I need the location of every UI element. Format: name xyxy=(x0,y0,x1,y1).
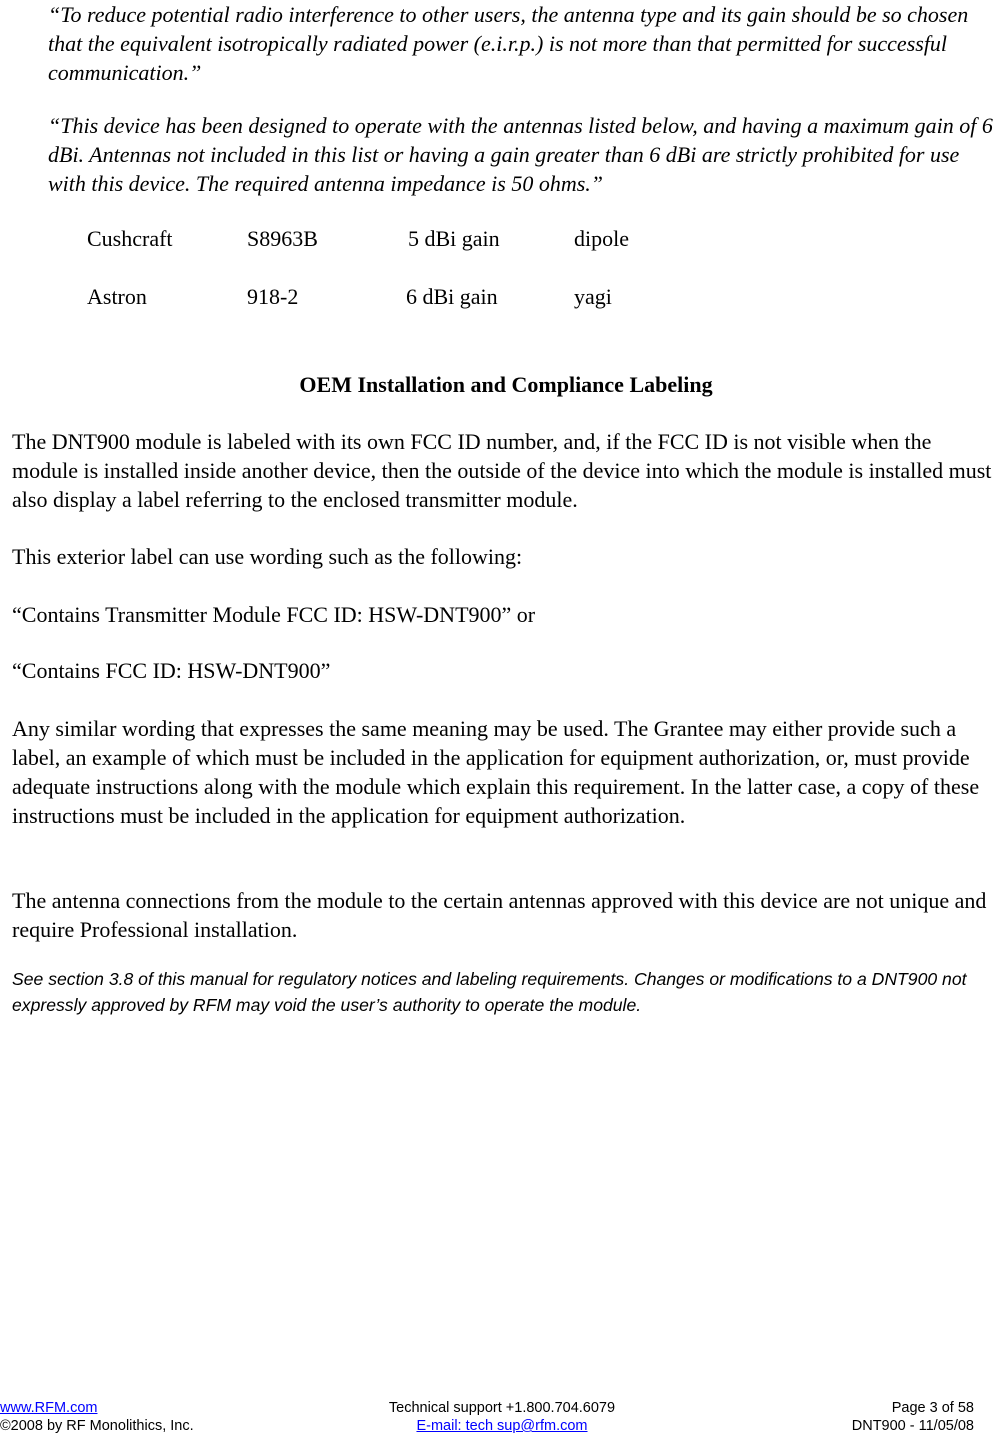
footer-center xyxy=(357,1399,647,1435)
copyright-text: ©2008 by RF Monolithics, Inc. xyxy=(0,1418,194,1434)
regulatory-note: See section 3.8 of this manual for regulatory notices and labeling requirements. Changes or modifications to a DNT900 not expressly approved by RFM may void the user’s authority to operate the module. xyxy=(12,969,967,1015)
antenna-model: 918-2 xyxy=(247,284,299,309)
website-link[interactable]: www.RFM.com xyxy=(0,1400,98,1416)
antenna-model: S8963B xyxy=(247,226,318,251)
antenna-gain: 5 dBi gain xyxy=(408,226,500,251)
paragraph-grantee: Any similar wording that expresses the same meaning may be used. The Grantee may either provide such a label, an example of which must be included in the application for equipment authorization, or, must provide adequate instructions along with the module which explain this requirement. In the latter case, a copy of these instructions must be included in the application for equipment authorization. xyxy=(12,716,980,828)
paragraph-exterior-label: This exterior label can use wording such as the following: xyxy=(12,544,523,569)
antenna-type: yagi xyxy=(574,284,612,309)
antenna-type: dipole xyxy=(574,226,629,251)
paragraph-wording-2: “Contains FCC ID: HSW-DNT900” xyxy=(12,658,331,683)
paragraph-antenna-connections: The antenna connections from the module to the certain antennas approved with this device are not unique and require Professional installation. xyxy=(12,888,987,942)
page-number: Page 3 of 58 xyxy=(891,1400,974,1416)
antenna-gain: 6 dBi gain xyxy=(406,284,498,309)
paragraph-fcc-label: The DNT900 module is labeled with its own FCC ID number, and, if the FCC ID is not visible when the module is installed inside another device, then the outside of the device into which the module is installed must also display a label referring to the enclosed transmitter module. xyxy=(12,429,992,512)
footer-right xyxy=(852,1399,974,1435)
antenna-maker: Astron xyxy=(87,284,147,309)
section-heading: OEM Installation and Compliance Labeling xyxy=(299,372,713,397)
quote-interference: “To reduce potential radio interference to other users, the antenna type and its gain should be so chosen that the equivalent isotropically radiated power (e.i.r.p.) is not more than that permitted for successful communication.” xyxy=(48,2,969,85)
footer-left xyxy=(0,1399,194,1435)
quote-antenna-requirements: “This device has been designed to operate with the antennas listed below, and having a maximum gain of 6 dBi. Antennas not included in this list or having a gain greater than 6 dBi are strictly prohibited for use with this device. The required antenna impedance is 50 ohms.” xyxy=(48,113,993,196)
email-link[interactable]: E-mail: tech sup@rfm.com xyxy=(416,1418,588,1434)
doc-id: DNT900 - 11/05/08 xyxy=(851,1418,974,1434)
support-phone: Technical support +1.800.704.6079 xyxy=(388,1400,616,1416)
antenna-maker: Cushcraft xyxy=(87,226,173,251)
paragraph-wording-1: “Contains Transmitter Module FCC ID: HSW-DNT900” or xyxy=(12,602,536,627)
